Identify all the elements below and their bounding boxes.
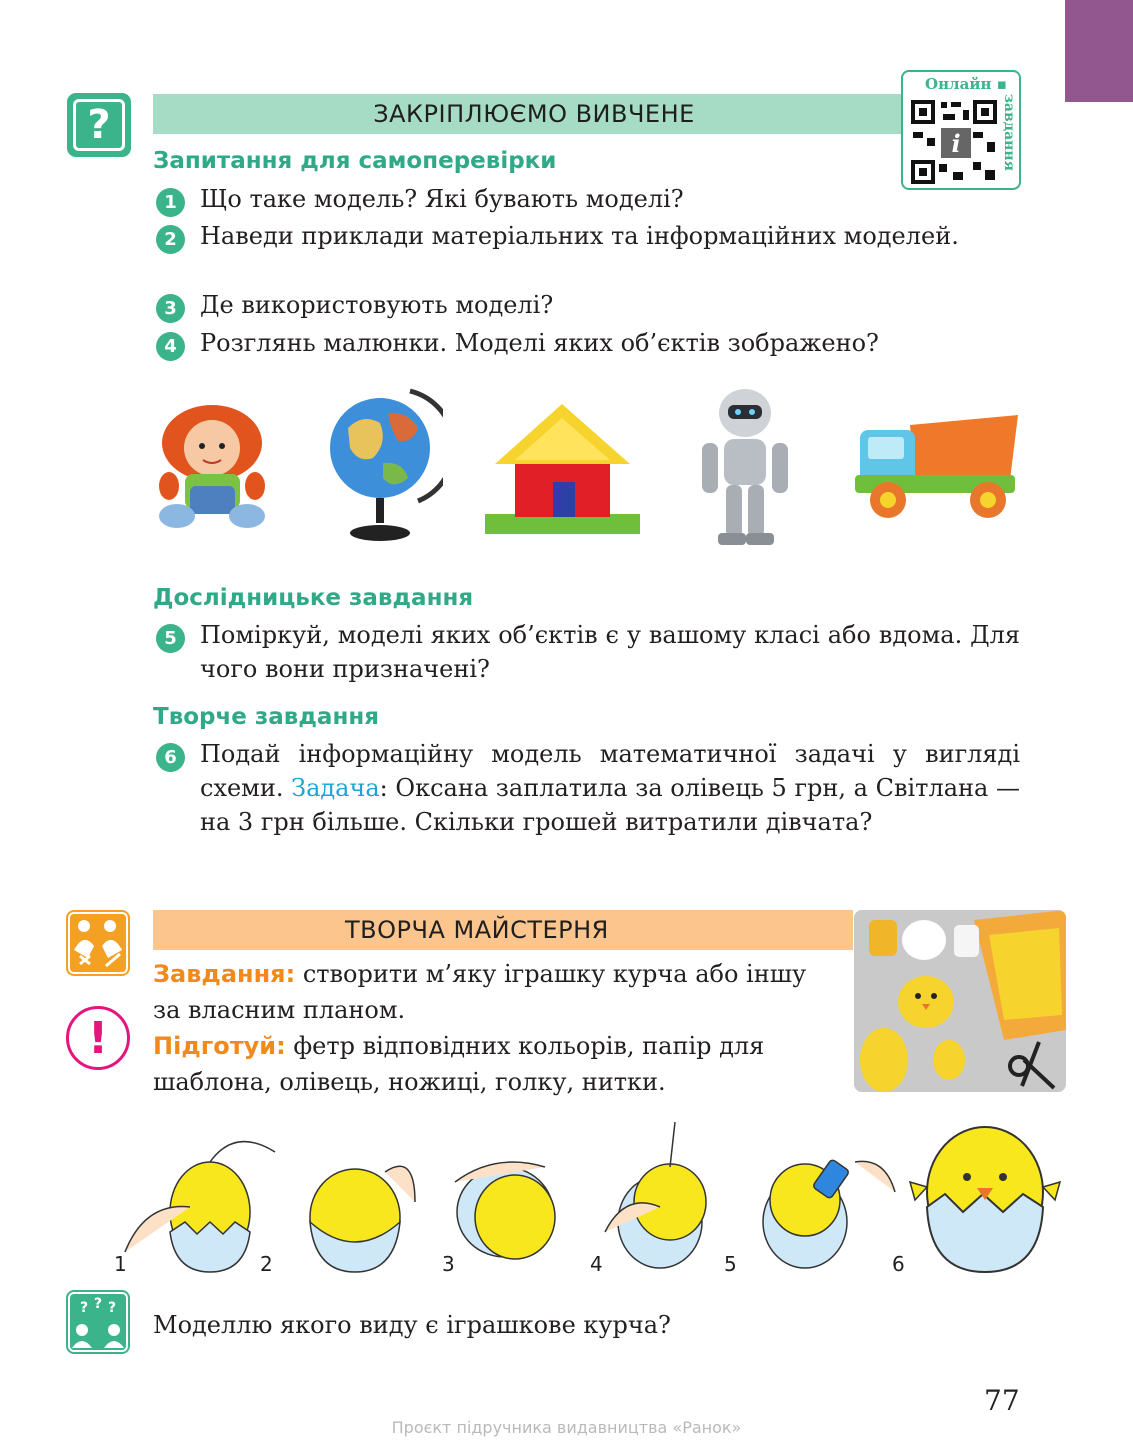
step-number: 1 <box>114 1252 127 1276</box>
question-2 <box>156 219 1022 287</box>
crafting-people-icon <box>66 910 130 976</box>
step-number: 6 <box>892 1252 905 1276</box>
step-2-image <box>310 1166 415 1272</box>
step-1-image <box>125 1142 275 1272</box>
step-number: 5 <box>724 1252 737 1276</box>
task-link[interactable]: Задача <box>291 774 380 802</box>
question-text: Що таке модель? Які бувають моделі? <box>200 185 684 213</box>
question-6 <box>156 737 1022 877</box>
question-icon: ? <box>67 93 131 157</box>
research-heading: Дослідницьке завдання <box>153 585 474 611</box>
question-text: Поміркуй, моделі яких об’єктів є у вашому класі або вдома. Для чого вони призначені? <box>200 621 1020 683</box>
step-number: 4 <box>590 1252 603 1276</box>
globe-image <box>328 383 443 548</box>
step-3-image <box>455 1162 555 1259</box>
number-badge: 6 <box>156 743 185 772</box>
task-body: : Оксана заплатила за олівець 5 грн, а Світлана — на 3 грн більше. Скільки грошей витратили дівчата? <box>200 774 1020 836</box>
page-number: 77 <box>984 1384 1020 1417</box>
question-1 <box>156 182 1022 216</box>
question-5 <box>156 618 1022 686</box>
craft-materials-image <box>854 910 1066 1092</box>
number-badge: 2 <box>156 225 185 254</box>
number-badge: 1 <box>156 188 185 217</box>
question-text: Наведи приклади матеріальних та інформаційних моделей. <box>200 222 959 250</box>
qr-code-online-tasks[interactable] <box>901 70 1021 190</box>
question-4 <box>156 326 1022 360</box>
step-5-image <box>763 1159 895 1268</box>
section-banner-workshop: ТВОРЧА МАЙСТЕРНЯ <box>153 910 853 950</box>
task-text: створити м’яку іграшку курча або іншу за власним планом. <box>153 960 807 1024</box>
number-badge: 5 <box>156 624 185 653</box>
lego-house-image <box>485 402 640 535</box>
number-badge: 4 <box>156 332 185 361</box>
question-text: Де використовують моделі? <box>200 291 554 319</box>
number-badge: 3 <box>156 294 185 323</box>
svg-text:?: ? <box>94 1296 103 1312</box>
toy-truck-image <box>850 405 1020 525</box>
chapter-color-tab <box>1065 0 1133 102</box>
task-intro: Подай інформаційну модель математичної задачі у вигляді схеми. <box>200 740 1020 802</box>
step-number: 2 <box>260 1252 273 1276</box>
step-number: 3 <box>442 1252 455 1276</box>
qr-side-label: завдання <box>1001 94 1017 171</box>
svg-text:i: i <box>951 129 961 158</box>
warning-icon: ! <box>66 1006 130 1070</box>
prepare-text: фетр відповідних кольорів, папір для шаблона, олівець, ножиці, голку, нитки. <box>153 1032 765 1096</box>
step-6-image <box>910 1127 1060 1272</box>
final-question: Моделлю якого виду є іграшкове курча? <box>153 1311 671 1339</box>
self-check-heading: Запитання для самоперевірки <box>153 148 557 174</box>
prepare-label: Підготуй: <box>153 1032 286 1060</box>
step-4-image <box>605 1122 706 1268</box>
svg-text:?: ? <box>108 1300 117 1316</box>
qr-code-icon <box>909 98 999 186</box>
creative-heading: Творче завдання <box>153 704 379 730</box>
footer-note: Проєкт підручника видавництва «Ранок» <box>391 1418 742 1437</box>
qr-top-label: Онлайн ▪ <box>925 75 1007 93</box>
section-banner-consolidate: ЗАКРІПЛЮЄМО ВИВЧЕНЕ <box>153 94 915 134</box>
doll-image <box>155 398 270 533</box>
question-text <box>200 737 1020 839</box>
question-text: Розглянь малюнки. Моделі яких об’єктів зображено? <box>200 329 879 357</box>
workshop-icon <box>66 910 130 976</box>
task-label: Завдання: <box>153 960 296 988</box>
workshop-prepare <box>153 1028 833 1100</box>
workshop-task <box>153 956 833 1028</box>
svg-text:?: ? <box>80 1300 89 1316</box>
question-3 <box>156 288 1022 322</box>
craft-materials-photo <box>854 910 1066 1092</box>
think-icon <box>66 1290 130 1354</box>
robot-image <box>688 385 803 550</box>
discussion-icon <box>66 1290 130 1354</box>
